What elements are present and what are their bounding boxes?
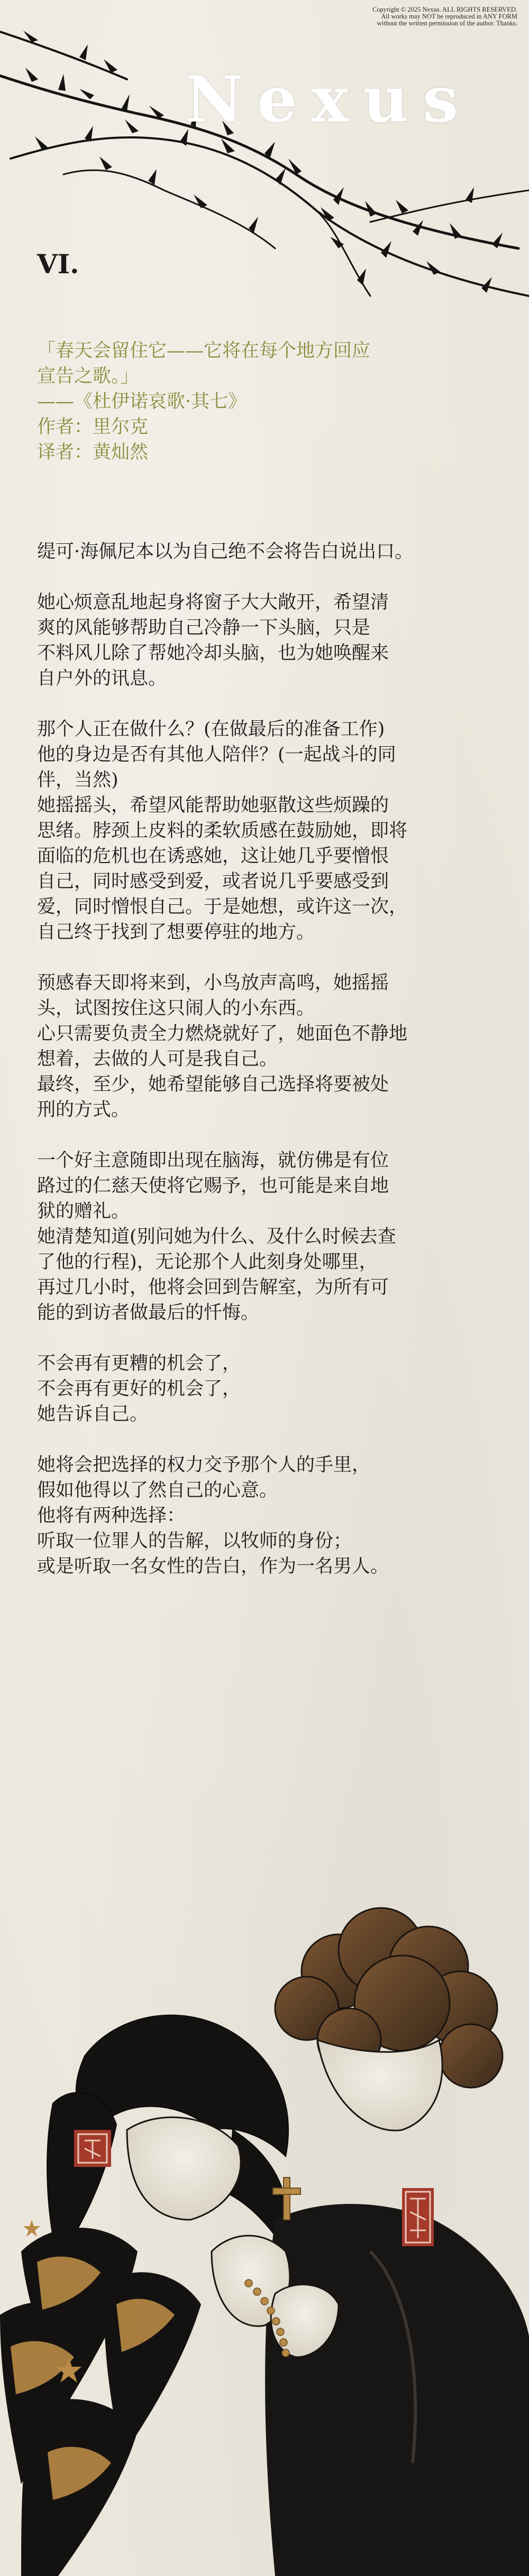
brand-title: Nexus — [185, 62, 472, 137]
text-line: 缇可·海佩尼本以为自己绝不会将告白说出口。 — [37, 541, 414, 562]
text-line: 自己终于找到了想要停驻的地方。 — [37, 922, 315, 943]
feather-wings — [0, 2228, 201, 2576]
text-line: 不会再有更糟的机会了， — [37, 1353, 241, 1374]
seal-left — [74, 2130, 111, 2167]
text-line: 她告诉自己。 — [37, 1404, 149, 1425]
chapter-number: VI. — [37, 248, 79, 280]
copyright-notice — [274, 6, 517, 27]
seal-right — [402, 2188, 434, 2246]
epigraph-translator: 译者：黄灿然 — [37, 442, 149, 463]
copyright-line-1: Copyright © 2025 Nexus. ALL RIGHTS RESERVED. — [372, 6, 517, 13]
text-line: 她摇摇头，希望风能帮助她驱散这些烦躁的 — [37, 795, 389, 816]
epigraph-source: ——《杜伊诺哀歌·其七》 — [37, 391, 247, 412]
epigraph-line-2: 宣告之歌。」 — [37, 366, 139, 387]
text-line: 了他的行程)，无论那个人此刻身处哪里， — [37, 1252, 378, 1273]
text-line: 心只需要负责全力燃烧就好了，她面色不静地 — [37, 1023, 408, 1044]
paragraph-1 — [37, 539, 503, 564]
text-line: 预感春天即将来到，小鸟放声高鸣，她摇摇 — [37, 972, 389, 994]
text-line: 自己，同时感受到爱，或者说几乎要感受到 — [37, 871, 389, 892]
text-line: 面临的危机也在诱惑她，这让她几乎要憎恨 — [37, 846, 389, 867]
paragraph-5 — [37, 1148, 503, 1326]
paragraph-7 — [37, 1452, 503, 1579]
text-line: 刑的方式。 — [37, 1099, 130, 1120]
paragraph-2 — [37, 590, 503, 691]
character-illustration — [0, 1882, 529, 2576]
text-line: 他将有两种选择： — [37, 1505, 186, 1526]
text-line: 最终，至少，她希望能够自己选择将要被处 — [37, 1074, 389, 1095]
text-line: 她清楚知道(别问她为什么、及什么时候去查 — [37, 1226, 396, 1247]
copyright-line-3: without the written permission of the author. Thanks. — [377, 20, 517, 27]
text-line: 或是听取一名女性的告白，作为一名男人。 — [37, 1556, 389, 1577]
text-line: 那个人正在做什么？(在做最后的准备工作) — [37, 719, 385, 740]
epigraph-author: 作者：里尔克 — [37, 416, 149, 438]
text-line: 爱，同时憎恨自己。于是她想，或许这一次， — [37, 896, 408, 918]
text-line: 头，试图按住这只闹人的小东西。 — [37, 998, 315, 1019]
text-line: 路过的仁慈天使将它赐予，也可能是来自地 — [37, 1175, 389, 1197]
paragraph-4 — [37, 970, 503, 1123]
text-line: 他的身边是否有其他人陪伴？(一起战斗的同 — [37, 744, 396, 765]
epigraph-line-1: 「春天会留住它——它将在每个地方回应 — [37, 340, 371, 362]
text-line: 不会再有更好的机会了， — [37, 1378, 241, 1400]
paragraph-3 — [37, 717, 503, 945]
right-coat — [265, 2204, 529, 2576]
text-line: 再过几小时，他将会回到告解室，为所有可 — [37, 1277, 389, 1298]
text-line: 一个好主意随即出现在脑海，就仿佛是有位 — [37, 1150, 389, 1171]
right-face — [317, 2040, 442, 2130]
text-line: 伴，当然) — [37, 770, 118, 791]
thorn-branch-decoration — [0, 0, 529, 338]
text-line: 想着，去做的人可是我自己。 — [37, 1049, 278, 1070]
text-line: 思绪。脖颈上皮料的柔软质感在鼓励她，即将 — [37, 820, 408, 841]
text-line: 狱的赠礼。 — [37, 1201, 130, 1222]
epigraph — [37, 338, 471, 465]
text-line: 爽的风能够帮助自己冷静一下头脑，只是 — [37, 617, 371, 638]
text-line: 假如他得以了然自己的心意。 — [37, 1480, 278, 1501]
text-line: 她心烦意乱地起身将窗子大大敞开，希望清 — [37, 592, 389, 613]
paragraph-6 — [37, 1351, 503, 1427]
copyright-line-2: All works may NOT be reproduced in ANY FORM — [381, 13, 517, 20]
text-line: 她将会把选择的权力交予那个人的手里， — [37, 1454, 371, 1476]
text-line: 自户外的讯息。 — [37, 668, 167, 689]
text-line: 不料风儿除了帮她冷却头脑，也为她唤醒来 — [37, 643, 389, 664]
text-line: 能的到访者做最后的忏悔。 — [37, 1302, 260, 1323]
text-line: 听取一位罪人的告解，以牧师的身份； — [37, 1531, 352, 1552]
story-body — [37, 539, 503, 1605]
left-face — [127, 2117, 241, 2220]
